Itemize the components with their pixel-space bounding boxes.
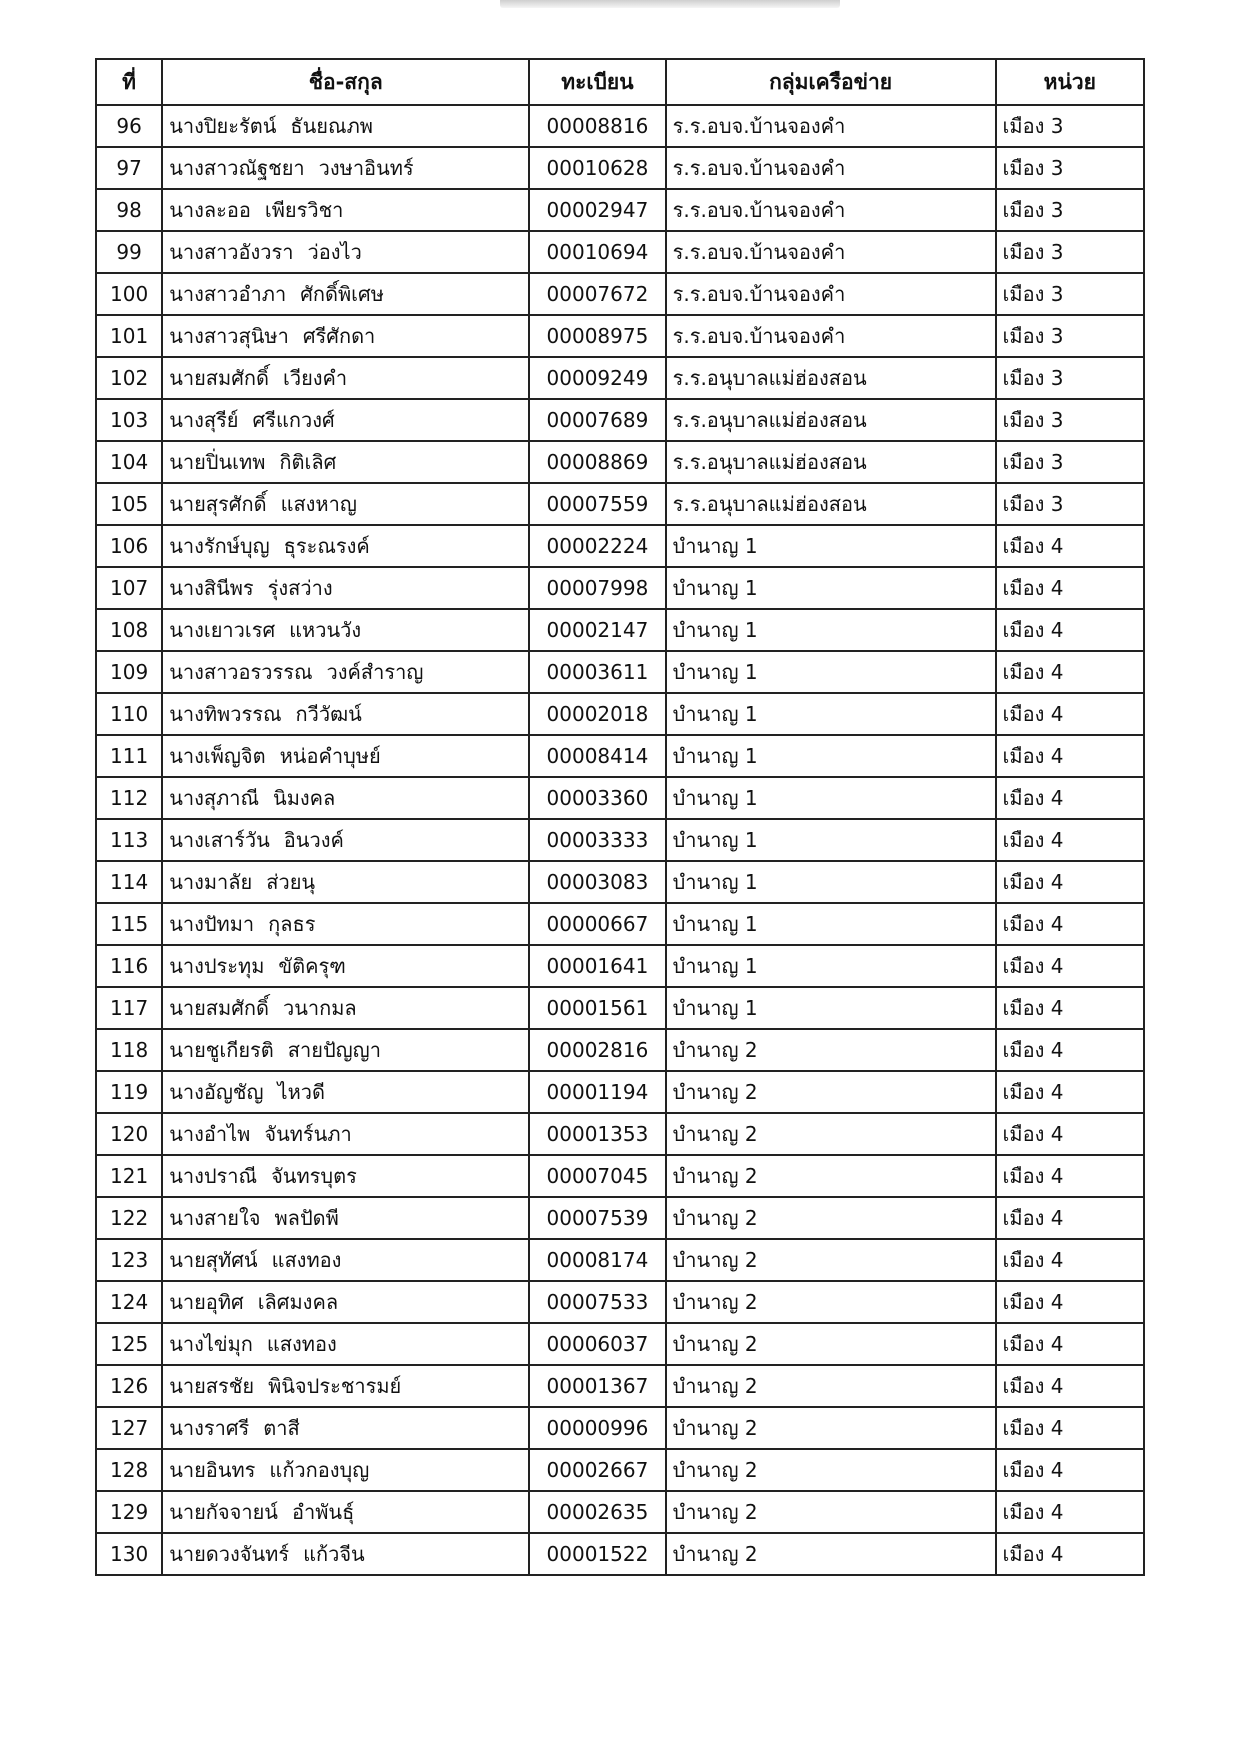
row-number: 116 <box>96 945 162 987</box>
member-first-name: นางสายใจ <box>169 1206 261 1230</box>
member-name <box>162 1071 529 1113</box>
registration-number: 00002947 <box>529 189 665 231</box>
row-number: 98 <box>96 189 162 231</box>
table-row <box>96 945 1144 987</box>
row-number: 110 <box>96 693 162 735</box>
network-group: บำนาญ 1 <box>666 693 996 735</box>
row-number: 127 <box>96 1407 162 1449</box>
header-network: กลุ่มเครือข่าย <box>666 59 996 105</box>
row-number: 121 <box>96 1155 162 1197</box>
member-first-name: นางเยาวเรศ <box>169 618 276 642</box>
member-last-name: แก้วกองบุญ <box>269 1458 370 1482</box>
table-row <box>96 1491 1144 1533</box>
member-last-name: นิมงคล <box>273 786 336 810</box>
member-last-name: เวียงคำ <box>283 366 348 390</box>
unit: เมือง 4 <box>996 693 1144 735</box>
registration-number: 00010694 <box>529 231 665 273</box>
member-last-name: ศักดิ์พิเศษ <box>300 282 384 306</box>
unit: เมือง 3 <box>996 273 1144 315</box>
unit: เมือง 4 <box>996 1029 1144 1071</box>
table-row <box>96 861 1144 903</box>
member-last-name: ส่วยนุ <box>266 870 316 894</box>
network-group: ร.ร.อนุบาลแม่ฮ่องสอน <box>666 357 996 399</box>
network-group: บำนาญ 2 <box>666 1029 996 1071</box>
member-name <box>162 735 529 777</box>
member-first-name: นางประทุม <box>169 954 265 978</box>
row-number: 113 <box>96 819 162 861</box>
member-name <box>162 1281 529 1323</box>
table-row <box>96 399 1144 441</box>
network-group: ร.ร.อบจ.บ้านจองคำ <box>666 147 996 189</box>
network-group: บำนาญ 1 <box>666 945 996 987</box>
table-row <box>96 273 1144 315</box>
row-number: 125 <box>96 1323 162 1365</box>
network-group: ร.ร.อบจ.บ้านจองคำ <box>666 105 996 147</box>
member-name <box>162 273 529 315</box>
unit: เมือง 3 <box>996 357 1144 399</box>
row-number: 106 <box>96 525 162 567</box>
row-number: 124 <box>96 1281 162 1323</box>
row-number: 120 <box>96 1113 162 1155</box>
member-name <box>162 693 529 735</box>
member-name <box>162 1113 529 1155</box>
member-last-name: แหวนวัง <box>289 618 362 642</box>
member-name <box>162 609 529 651</box>
table-row <box>96 987 1144 1029</box>
unit: เมือง 4 <box>996 1071 1144 1113</box>
unit: เมือง 4 <box>996 945 1144 987</box>
member-name <box>162 525 529 567</box>
row-number: 108 <box>96 609 162 651</box>
network-group: บำนาญ 2 <box>666 1197 996 1239</box>
table-row <box>96 777 1144 819</box>
member-table <box>95 58 1145 1576</box>
row-number: 107 <box>96 567 162 609</box>
table-row <box>96 1323 1144 1365</box>
member-first-name: นายสรชัย <box>169 1374 255 1398</box>
registration-number: 00007672 <box>529 273 665 315</box>
row-number: 101 <box>96 315 162 357</box>
unit: เมือง 4 <box>996 609 1144 651</box>
network-group: บำนาญ 2 <box>666 1323 996 1365</box>
member-first-name: นายชูเกียรติ <box>169 1038 274 1062</box>
unit: เมือง 4 <box>996 1533 1144 1575</box>
member-first-name: นางสุรีย์ <box>169 408 239 432</box>
member-name <box>162 1365 529 1407</box>
row-number: 111 <box>96 735 162 777</box>
unit: เมือง 4 <box>996 1113 1144 1155</box>
member-first-name: นางสุภาณี <box>169 786 260 810</box>
member-name <box>162 1533 529 1575</box>
row-number: 129 <box>96 1491 162 1533</box>
member-first-name: นางอำไพ <box>169 1122 251 1146</box>
network-group: บำนาญ 2 <box>666 1449 996 1491</box>
member-first-name: นายอุทิศ <box>169 1290 244 1314</box>
member-last-name: เลิศมงคล <box>257 1290 339 1314</box>
table-row <box>96 315 1144 357</box>
unit: เมือง 4 <box>996 1197 1144 1239</box>
registration-number: 00001367 <box>529 1365 665 1407</box>
unit: เมือง 4 <box>996 861 1144 903</box>
registration-number: 00000667 <box>529 903 665 945</box>
network-group: บำนาญ 2 <box>666 1533 996 1575</box>
registration-number: 00010628 <box>529 147 665 189</box>
member-first-name: นางปัทมา <box>169 912 255 936</box>
registration-number: 00003611 <box>529 651 665 693</box>
member-last-name: ธุระณรงค์ <box>283 534 370 558</box>
member-first-name: นางสินีพร <box>169 576 254 600</box>
table-row <box>96 1407 1144 1449</box>
network-group: บำนาญ 2 <box>666 1155 996 1197</box>
member-name <box>162 819 529 861</box>
table-row <box>96 1239 1144 1281</box>
table-row <box>96 483 1144 525</box>
member-name <box>162 1323 529 1365</box>
member-last-name: แก้วจีน <box>303 1542 365 1566</box>
network-group: บำนาญ 1 <box>666 987 996 1029</box>
table-row <box>96 567 1144 609</box>
network-group: บำนาญ 2 <box>666 1239 996 1281</box>
table-row <box>96 1365 1144 1407</box>
unit: เมือง 3 <box>996 441 1144 483</box>
member-name <box>162 777 529 819</box>
row-number: 117 <box>96 987 162 1029</box>
unit: เมือง 4 <box>996 1155 1144 1197</box>
member-name <box>162 189 529 231</box>
table-row <box>96 1533 1144 1575</box>
network-group: บำนาญ 1 <box>666 861 996 903</box>
table-header-row <box>96 59 1144 105</box>
registration-number: 00007559 <box>529 483 665 525</box>
network-group: ร.ร.อบจ.บ้านจองคำ <box>666 189 996 231</box>
member-name <box>162 1155 529 1197</box>
member-first-name: นายอินทร <box>169 1458 256 1482</box>
member-first-name: นายดวงจันทร์ <box>169 1542 290 1566</box>
unit: เมือง 4 <box>996 567 1144 609</box>
member-last-name: กิติเลิศ <box>279 450 337 474</box>
network-group: ร.ร.อบจ.บ้านจองคำ <box>666 273 996 315</box>
member-last-name: ศรีแกวงศ์ <box>252 408 335 432</box>
member-first-name: นางละออ <box>169 198 251 222</box>
unit: เมือง 3 <box>996 399 1144 441</box>
table-row <box>96 1029 1144 1071</box>
unit: เมือง 3 <box>996 105 1144 147</box>
network-group: บำนาญ 2 <box>666 1365 996 1407</box>
member-name <box>162 357 529 399</box>
member-name <box>162 105 529 147</box>
network-group: บำนาญ 2 <box>666 1491 996 1533</box>
member-name <box>162 567 529 609</box>
member-last-name: วงษาอินทร์ <box>318 156 414 180</box>
member-last-name: วงค์สำราญ <box>326 660 424 684</box>
unit: เมือง 3 <box>996 231 1144 273</box>
member-first-name: นายสมศักดิ์ <box>169 366 269 390</box>
registration-number: 00002147 <box>529 609 665 651</box>
row-number: 100 <box>96 273 162 315</box>
registration-number: 00001522 <box>529 1533 665 1575</box>
member-last-name: ว่องไว <box>307 240 362 264</box>
member-first-name: นางไข่มุก <box>169 1332 253 1356</box>
row-number: 126 <box>96 1365 162 1407</box>
row-number: 102 <box>96 357 162 399</box>
member-first-name: นางสาวอังวรา <box>169 240 294 264</box>
unit: เมือง 4 <box>996 1365 1144 1407</box>
member-last-name: ไหวดี <box>277 1080 325 1104</box>
member-last-name: จันทร์นภา <box>264 1122 352 1146</box>
member-first-name: นางอัญชัญ <box>169 1080 264 1104</box>
member-first-name: นายกัจจายน์ <box>169 1500 278 1524</box>
table-row <box>96 903 1144 945</box>
registration-number: 00002635 <box>529 1491 665 1533</box>
member-last-name: ขัติครุฑ <box>278 954 346 978</box>
table-row <box>96 357 1144 399</box>
registration-number: 00001561 <box>529 987 665 1029</box>
network-group: บำนาญ 1 <box>666 777 996 819</box>
unit: เมือง 4 <box>996 1491 1144 1533</box>
header-name: ชื่อ-สกุล <box>162 59 529 105</box>
member-last-name: กุลธร <box>268 912 316 936</box>
registration-number: 00008174 <box>529 1239 665 1281</box>
member-first-name: นายสุรศักดิ์ <box>169 492 267 516</box>
member-name <box>162 1407 529 1449</box>
registration-number: 00007689 <box>529 399 665 441</box>
member-name <box>162 903 529 945</box>
member-name <box>162 945 529 987</box>
registration-number: 00008975 <box>529 315 665 357</box>
table-row <box>96 609 1144 651</box>
table-row <box>96 651 1144 693</box>
unit: เมือง 4 <box>996 735 1144 777</box>
member-last-name: แสงทอง <box>271 1248 342 1272</box>
row-number: 104 <box>96 441 162 483</box>
row-number: 96 <box>96 105 162 147</box>
row-number: 109 <box>96 651 162 693</box>
unit: เมือง 4 <box>996 987 1144 1029</box>
unit: เมือง 4 <box>996 1407 1144 1449</box>
registration-number: 00003333 <box>529 819 665 861</box>
member-name <box>162 441 529 483</box>
member-last-name: รุ่งสว่าง <box>267 576 333 600</box>
network-group: บำนาญ 2 <box>666 1281 996 1323</box>
member-name <box>162 483 529 525</box>
member-name <box>162 231 529 273</box>
header-registration: ทะเบียน <box>529 59 665 105</box>
row-number: 114 <box>96 861 162 903</box>
network-group: บำนาญ 2 <box>666 1071 996 1113</box>
network-group: บำนาญ 1 <box>666 567 996 609</box>
member-first-name: นางราศรี <box>169 1416 250 1440</box>
member-last-name: อำพันธุ์ <box>291 1500 355 1524</box>
member-last-name: แสงหาญ <box>280 492 357 516</box>
unit: เมือง 3 <box>996 315 1144 357</box>
registration-number: 00009249 <box>529 357 665 399</box>
unit: เมือง 4 <box>996 1323 1144 1365</box>
table-row <box>96 819 1144 861</box>
member-first-name: นางเพ็ญจิต <box>169 744 266 768</box>
row-number: 103 <box>96 399 162 441</box>
registration-number: 00008869 <box>529 441 665 483</box>
table-row <box>96 1155 1144 1197</box>
member-last-name: พลปัดพี <box>274 1206 339 1230</box>
member-first-name: นางปิยะรัตน์ <box>169 114 277 138</box>
member-last-name: ศรีศักดา <box>302 324 376 348</box>
table-body <box>96 105 1144 1575</box>
unit: เมือง 4 <box>996 777 1144 819</box>
member-first-name: นางทิพวรรณ <box>169 702 282 726</box>
member-name <box>162 1449 529 1491</box>
table-row <box>96 189 1144 231</box>
unit: เมือง 4 <box>996 819 1144 861</box>
member-last-name: อินวงค์ <box>283 828 344 852</box>
member-name <box>162 861 529 903</box>
member-first-name: นายปิ่นเทพ <box>169 450 266 474</box>
table-row <box>96 735 1144 777</box>
unit: เมือง 4 <box>996 525 1144 567</box>
row-number: 105 <box>96 483 162 525</box>
member-first-name: นางรักษ์บุญ <box>169 534 270 558</box>
registration-number: 00000996 <box>529 1407 665 1449</box>
network-group: ร.ร.อนุบาลแม่ฮ่องสอน <box>666 483 996 525</box>
member-last-name: พินิจประชารมย์ <box>268 1374 402 1398</box>
network-group: บำนาญ 1 <box>666 609 996 651</box>
member-name <box>162 1239 529 1281</box>
unit: เมือง 3 <box>996 483 1144 525</box>
unit: เมือง 3 <box>996 147 1144 189</box>
header-no: ที่ <box>96 59 162 105</box>
table-row <box>96 693 1144 735</box>
member-name <box>162 1197 529 1239</box>
member-last-name: จันทรบุตร <box>271 1164 357 1188</box>
registration-number: 00003360 <box>529 777 665 819</box>
row-number: 112 <box>96 777 162 819</box>
member-name <box>162 1491 529 1533</box>
row-number: 130 <box>96 1533 162 1575</box>
member-last-name: วนากมล <box>283 996 357 1020</box>
member-first-name: นางสาวสุนิษา <box>169 324 289 348</box>
row-number: 128 <box>96 1449 162 1491</box>
member-last-name: กวีวัฒน์ <box>295 702 362 726</box>
member-first-name: นายสมศักดิ์ <box>169 996 269 1020</box>
network-group: บำนาญ 1 <box>666 819 996 861</box>
member-name <box>162 987 529 1029</box>
network-group: บำนาญ 1 <box>666 651 996 693</box>
table-row <box>96 1071 1144 1113</box>
table-row <box>96 1197 1144 1239</box>
member-name <box>162 315 529 357</box>
registration-number: 00007533 <box>529 1281 665 1323</box>
registration-number: 00003083 <box>529 861 665 903</box>
registration-number: 00001353 <box>529 1113 665 1155</box>
registration-number: 00002224 <box>529 525 665 567</box>
unit: เมือง 4 <box>996 903 1144 945</box>
registration-number: 00006037 <box>529 1323 665 1365</box>
table-row <box>96 231 1144 273</box>
member-last-name: เพียรวิชา <box>264 198 344 222</box>
registration-number: 00002816 <box>529 1029 665 1071</box>
table-row <box>96 525 1144 567</box>
row-number: 118 <box>96 1029 162 1071</box>
member-first-name: นางมาลัย <box>169 870 253 894</box>
registration-number: 00002018 <box>529 693 665 735</box>
row-number: 122 <box>96 1197 162 1239</box>
table-row <box>96 147 1144 189</box>
registration-number: 00002667 <box>529 1449 665 1491</box>
row-number: 97 <box>96 147 162 189</box>
member-name <box>162 1029 529 1071</box>
network-group: บำนาญ 1 <box>666 735 996 777</box>
table-row <box>96 1113 1144 1155</box>
scan-artifact <box>500 0 840 8</box>
member-first-name: นางสาวอำภา <box>169 282 287 306</box>
table-row <box>96 1449 1144 1491</box>
registration-number: 00008414 <box>529 735 665 777</box>
member-first-name: นางสาวอรวรรณ <box>169 660 313 684</box>
registration-number: 00007998 <box>529 567 665 609</box>
member-last-name: ธันยณภพ <box>290 114 373 138</box>
member-last-name: สายปัญญา <box>287 1038 381 1062</box>
registration-number: 00007539 <box>529 1197 665 1239</box>
network-group: บำนาญ 2 <box>666 1407 996 1449</box>
member-first-name: นางปราณี <box>169 1164 258 1188</box>
unit: เมือง 4 <box>996 1281 1144 1323</box>
row-number: 119 <box>96 1071 162 1113</box>
table-row <box>96 441 1144 483</box>
network-group: ร.ร.อนุบาลแม่ฮ่องสอน <box>666 441 996 483</box>
row-number: 99 <box>96 231 162 273</box>
member-first-name: นางเสาร์วัน <box>169 828 270 852</box>
registration-number: 00008816 <box>529 105 665 147</box>
member-name <box>162 147 529 189</box>
member-last-name: แสงทอง <box>266 1332 337 1356</box>
network-group: บำนาญ 1 <box>666 903 996 945</box>
unit: เมือง 4 <box>996 651 1144 693</box>
row-number: 115 <box>96 903 162 945</box>
registration-number: 00007045 <box>529 1155 665 1197</box>
member-last-name: ตาสี <box>263 1416 300 1440</box>
network-group: บำนาญ 1 <box>666 525 996 567</box>
member-first-name: นางสาวณัฐชยา <box>169 156 305 180</box>
unit: เมือง 4 <box>996 1449 1144 1491</box>
unit: เมือง 4 <box>996 1239 1144 1281</box>
unit: เมือง 3 <box>996 189 1144 231</box>
table-row <box>96 1281 1144 1323</box>
member-name <box>162 399 529 441</box>
network-group: บำนาญ 2 <box>666 1113 996 1155</box>
network-group: ร.ร.อนุบาลแม่ฮ่องสอน <box>666 399 996 441</box>
network-group: ร.ร.อบจ.บ้านจองคำ <box>666 315 996 357</box>
member-last-name: หน่อคำบุษย์ <box>279 744 381 768</box>
member-first-name: นายสุทัศน์ <box>169 1248 258 1272</box>
network-group: ร.ร.อบจ.บ้านจองคำ <box>666 231 996 273</box>
registration-number: 00001194 <box>529 1071 665 1113</box>
registration-number: 00001641 <box>529 945 665 987</box>
table-row <box>96 105 1144 147</box>
member-name <box>162 651 529 693</box>
row-number: 123 <box>96 1239 162 1281</box>
header-unit: หน่วย <box>996 59 1144 105</box>
